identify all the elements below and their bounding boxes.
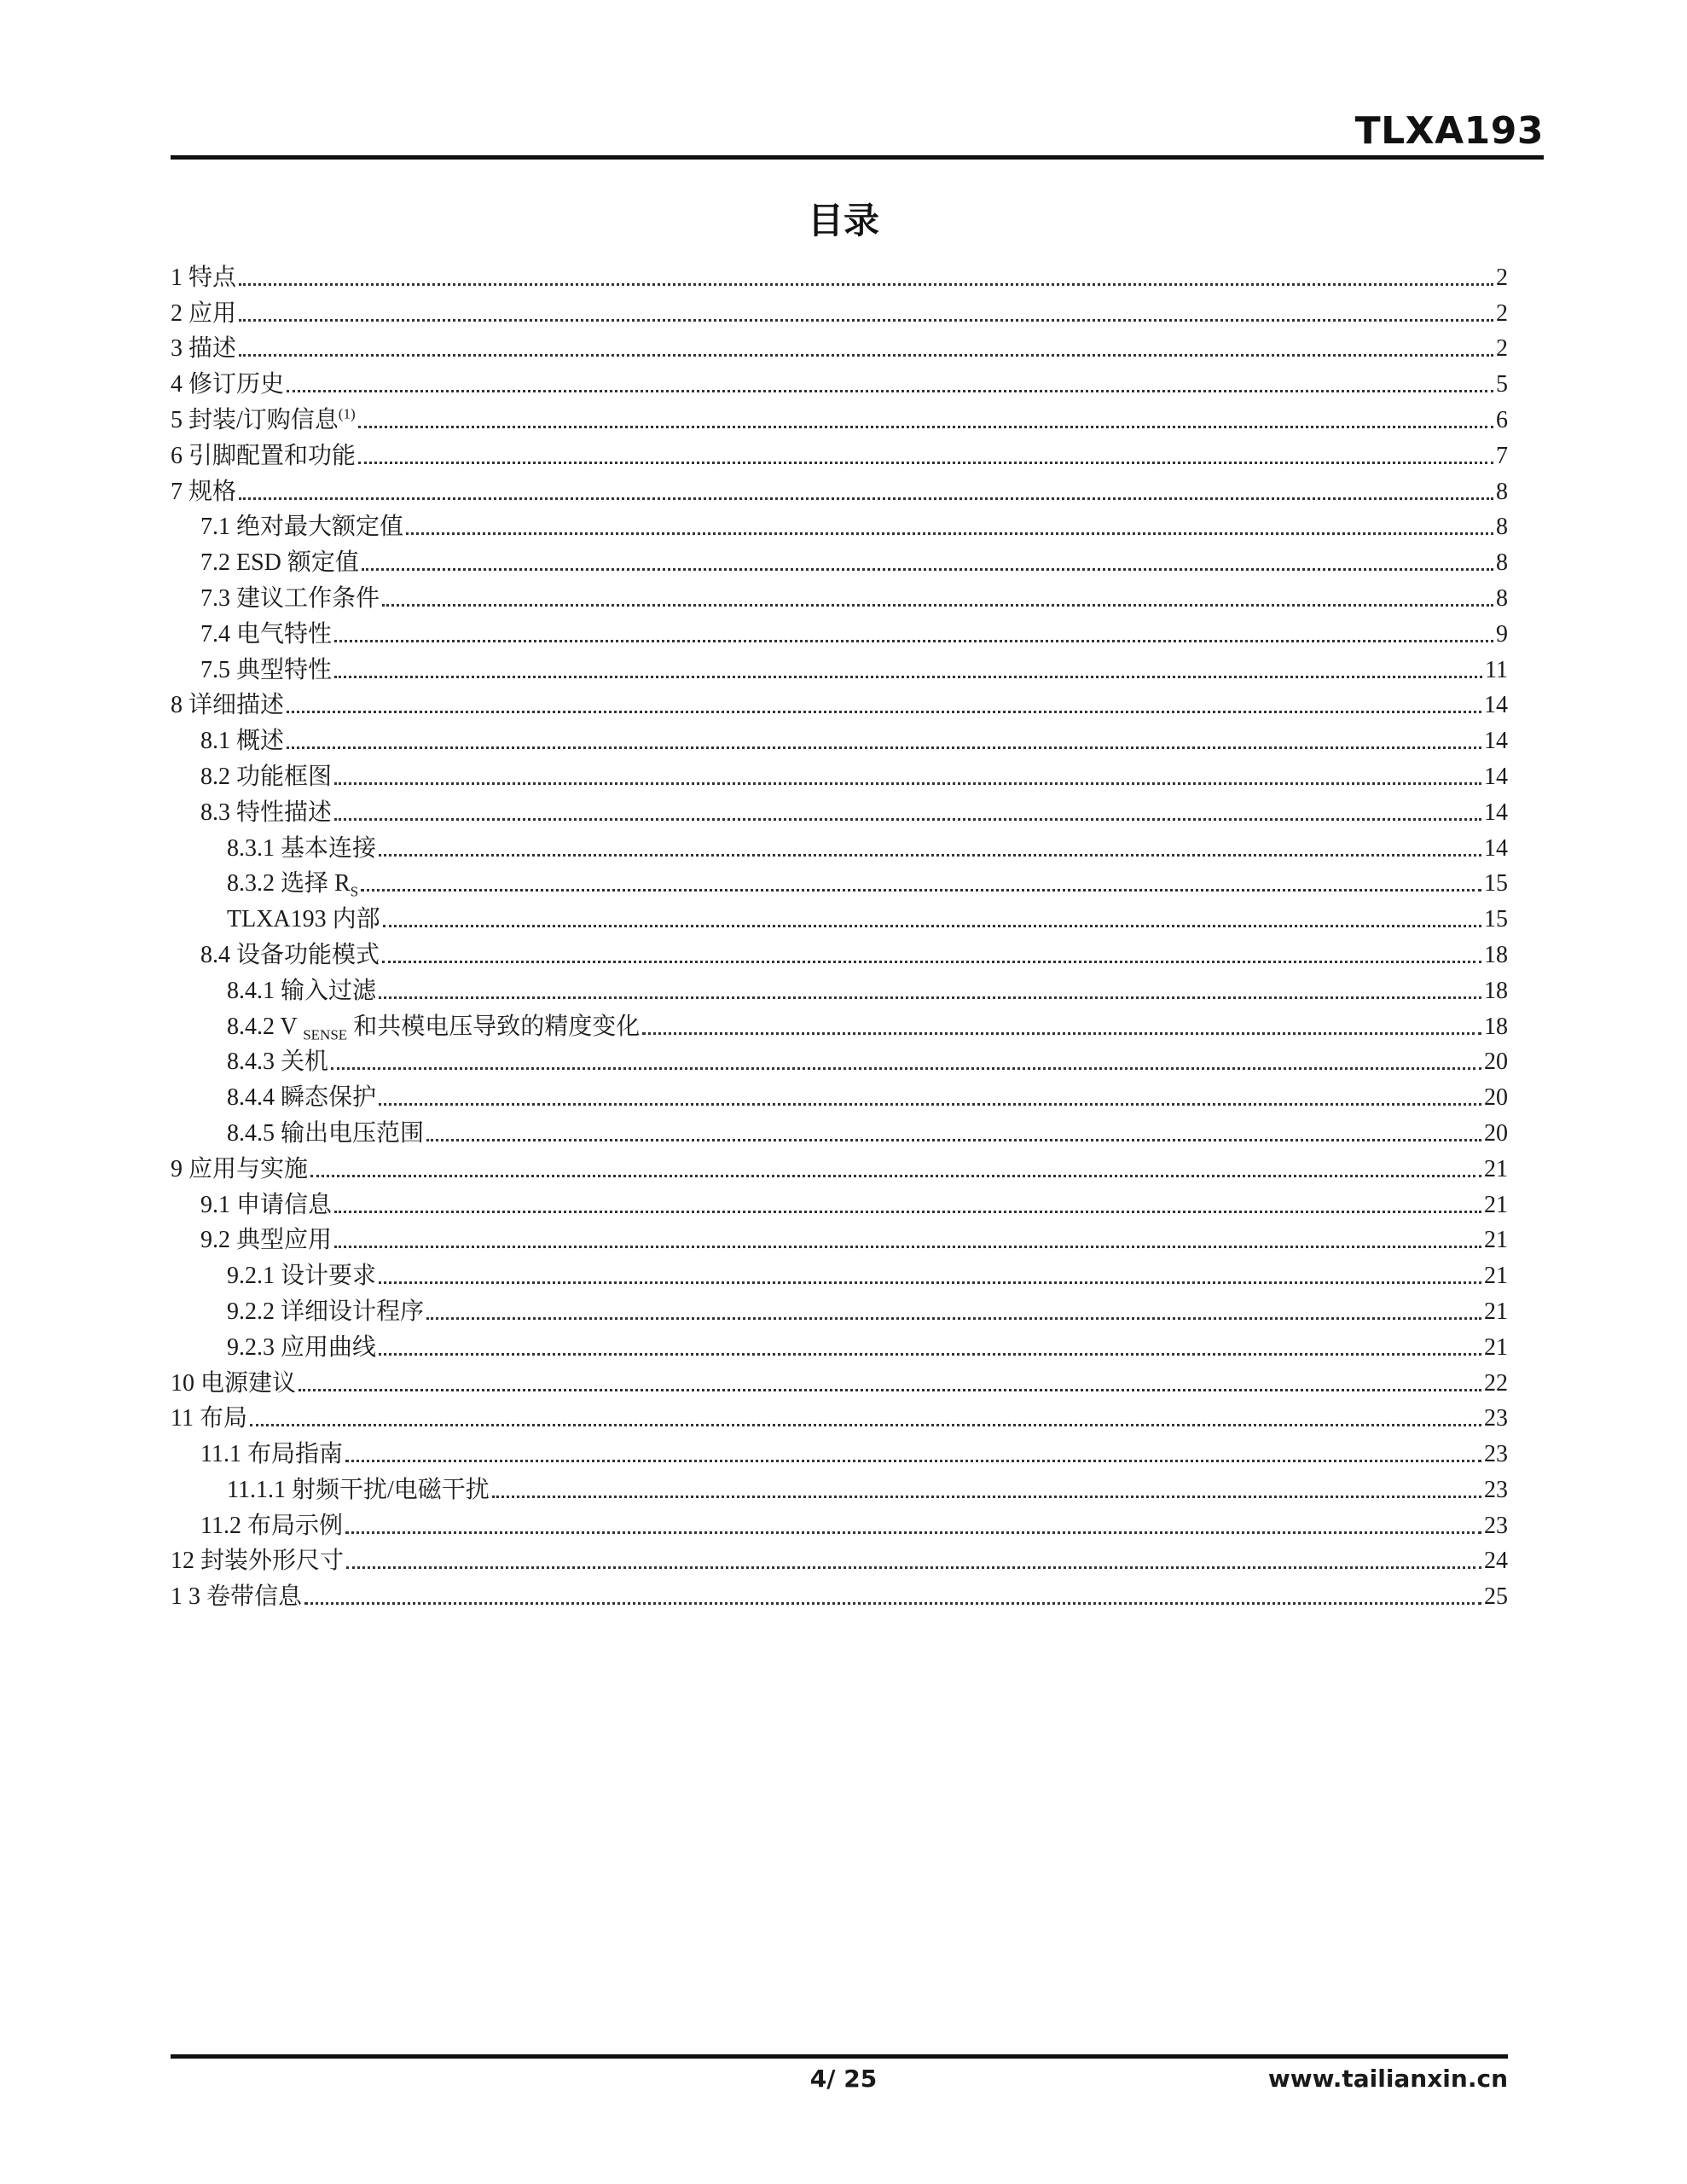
toc-entry-page: 24 [1484,1548,1508,1575]
toc-entry-page: 7 [1496,442,1508,469]
dot-leader [379,1353,1481,1356]
toc-entry-page: 14 [1484,692,1508,719]
dot-leader [334,676,1482,678]
toc-entry[interactable] [171,792,1508,828]
toc-entry-page: 2 [1496,335,1508,363]
toc-entry-label: 11.1 布局指南 [200,1441,343,1468]
toc-entry[interactable] [171,649,1508,685]
dot-leader [382,961,1481,963]
toc-entry-page: 21 [1484,1333,1508,1361]
toc-entry-label: 8.4.4 瞬态保护 [227,1084,377,1112]
subscript: S [350,883,359,900]
dot-leader [250,1424,1481,1426]
toc-entry-label: 10 电源建议 [171,1369,297,1397]
dot-leader [334,640,1493,642]
toc-entry[interactable] [171,970,1508,1006]
dot-leader [345,1531,1481,1534]
toc-entry-label: 9.2 典型应用 [200,1227,333,1254]
toc-entry[interactable] [171,1291,1508,1327]
toc-entry-page: 21 [1484,1155,1508,1182]
toc-entry-page: 18 [1484,941,1508,968]
toc-entry-label: 2 应用 [171,299,237,327]
dot-leader [379,1103,1481,1106]
toc-entry-label: 7.5 典型特性 [200,656,333,683]
toc-entry-label [171,406,356,435]
toc-entry-label: 8.4 设备功能模式 [200,941,380,968]
toc-entry-page: 20 [1484,1084,1508,1112]
toc-entry[interactable] [171,720,1508,756]
dot-leader [287,390,1493,392]
toc-entry-page: 25 [1484,1583,1508,1611]
toc-entry-page: 9 [1496,620,1508,648]
toc-entry[interactable] [171,1398,1508,1434]
toc-entry-page: 2 [1496,264,1508,291]
toc-entry-label: 7 规格 [171,478,237,505]
toc-entry[interactable] [171,1327,1508,1362]
subscript: SENSE [303,1026,348,1043]
dot-leader [304,1602,1481,1605]
toc-entry[interactable] [171,542,1508,578]
toc-entry-label: 4 修订历史 [171,371,285,398]
toc-entry-page: 2 [1496,299,1508,327]
dot-leader [310,1175,1481,1177]
toc-entry[interactable] [171,1184,1508,1220]
toc-entry-label: 9.2.1 设计要求 [227,1263,377,1290]
dot-leader [334,1246,1481,1248]
toc-entry-page: 8 [1496,514,1508,541]
toc-entry-label: 8.3.1 基本连接 [227,834,377,862]
toc-entry-label: 8.4.3 关机 [227,1048,329,1076]
toc-entry[interactable] [171,1042,1508,1077]
toc-entry-page: 22 [1484,1369,1508,1397]
toc-entry-page: 14 [1484,799,1508,826]
toc-entry-page: 18 [1484,1013,1508,1040]
dot-leader [426,1139,1481,1141]
toc-entry-page: 23 [1484,1405,1508,1432]
toc-entry-label: 11 布局 [171,1405,247,1432]
toc-entry[interactable] [171,934,1508,970]
toc-entry[interactable] [171,1112,1508,1148]
toc-entry-label: 8.2 功能框图 [200,763,333,790]
footer-divider [171,2054,1508,2059]
dot-leader [426,1317,1481,1320]
dot-leader [383,925,1481,927]
toc-entry-label: 11.1.1 射频干扰/电磁干扰 [227,1476,490,1503]
toc-entry-label: 12 封装外形尺寸 [171,1548,345,1575]
toc-entry-label: 7.3 建议工作条件 [200,584,380,612]
toc-entry-page: 11 [1485,656,1508,683]
toc-entry[interactable] [171,399,1508,435]
toc-entry-page: 21 [1484,1263,1508,1290]
toc-entry-page: 20 [1484,1119,1508,1147]
toc-entry-label: 8.1 概述 [200,728,285,755]
toc-entry-page: 6 [1496,406,1508,433]
toc-entry-label-text: 8.3.2 选择 R [227,870,351,897]
dot-leader [361,889,1481,892]
toc-entry-page: 23 [1484,1512,1508,1539]
toc-entry-label: 8.4.1 输入过滤 [227,977,377,1004]
toc-entry-label: 7.2 ESD 额定值 [200,549,359,577]
toc-entry-page: 15 [1484,906,1508,933]
toc-entry[interactable] [171,1469,1508,1505]
toc-entry[interactable] [171,1220,1508,1256]
toc-entry-page: 18 [1484,977,1508,1004]
header-divider [171,155,1544,160]
toc-entry[interactable] [171,828,1508,863]
toc-entry[interactable] [171,898,1508,934]
dot-leader [287,746,1481,749]
dot-leader [239,283,1493,286]
toc-entry-page: 14 [1484,763,1508,790]
toc-entry-page: 8 [1496,478,1508,505]
document-product-title: TLXA193 [1354,109,1544,153]
toc-entry-label [227,869,358,898]
toc-entry-label: 7.4 电气特性 [200,620,333,648]
toc-entry[interactable] [171,1362,1508,1398]
toc-entry-page: 14 [1484,728,1508,755]
dot-leader [406,532,1493,535]
toc-entry-label: 7.1 绝对最大额定值 [200,514,404,541]
dot-leader [299,1389,1481,1391]
toc-entry[interactable] [171,756,1508,792]
dot-leader [379,854,1481,857]
toc-entry[interactable] [171,471,1508,507]
dot-leader [358,426,1493,428]
dot-leader [642,1032,1481,1035]
toc-entry-label: 1 3 卷带信息 [171,1583,303,1611]
dot-leader [362,568,1493,571]
dot-leader [334,818,1481,821]
toc-entry-label: 6 引脚配置和功能 [171,442,357,469]
dot-leader [379,1281,1481,1284]
dot-leader [334,782,1481,785]
toc-entry-page: 23 [1484,1476,1508,1503]
toc-entry-page: 5 [1496,371,1508,398]
toc-entry-label: 9.2.2 详细设计程序 [227,1298,425,1325]
toc-entry-label: 1 特点 [171,264,237,291]
toc-entry[interactable] [171,363,1508,399]
dot-leader [239,497,1493,500]
toc-entry-page: 21 [1484,1191,1508,1218]
dot-leader [334,1211,1481,1213]
toc-entry-label-text: 5 封装/订购信息 [171,406,339,433]
dot-leader [358,462,1493,464]
toc-entry-label-text: 和共模电压导致的精度变化 [353,1013,641,1040]
toc-entry-label [227,1013,640,1042]
toc-entry[interactable] [171,1006,1508,1042]
toc-entry[interactable] [171,1505,1508,1541]
toc-entry-page: 21 [1484,1298,1508,1325]
dot-leader [331,1067,1481,1070]
toc-entry[interactable] [171,435,1508,471]
dot-leader [492,1496,1481,1498]
toc-entry-page: 8 [1496,549,1508,577]
toc-entry[interactable] [171,507,1508,543]
toc-entry[interactable] [171,1148,1508,1184]
toc-entry[interactable] [171,293,1508,328]
toc-entry-label: 8.4.5 输出电压范围 [227,1119,425,1147]
toc-entry-label: 9.1 申请信息 [200,1191,333,1218]
toc-title: 目录 [807,200,879,241]
toc-entry[interactable] [171,1077,1508,1112]
toc-entry-label: 9.2.3 应用曲线 [227,1333,377,1361]
toc-entry[interactable] [171,613,1508,649]
toc-entry-label: 8.3 特性描述 [200,799,333,826]
page-number: 4/ 25 [809,2065,878,2093]
toc-entry-page: 15 [1484,870,1508,897]
footnote-marker: (1) [338,405,356,422]
toc-entry[interactable] [171,328,1508,364]
dot-leader [287,711,1481,713]
dot-leader [382,604,1493,607]
dot-leader [239,354,1493,357]
dot-leader [345,1460,1481,1462]
toc-entry-label: 11.2 布局示例 [200,1512,343,1539]
toc-entry-page: 8 [1496,584,1508,612]
toc-entry-label: 3 描述 [171,335,237,363]
toc-entry[interactable] [171,257,1508,293]
dot-leader [379,996,1481,999]
toc-entry-page: 21 [1484,1227,1508,1254]
toc-entry-page: 20 [1484,1048,1508,1076]
toc-entry-label: TLXA193 内部 [227,906,380,933]
table-of-contents [171,257,1508,1612]
toc-entry[interactable] [171,1433,1508,1469]
toc-entry-page: 23 [1484,1441,1508,1468]
website-link[interactable]: www.tailianxin.cn [1267,2065,1508,2093]
toc-entry-label-text: 8.4.2 V [227,1013,298,1040]
toc-entry[interactable] [171,1541,1508,1577]
toc-entry-label: 8 详细描述 [171,692,285,719]
toc-entry[interactable] [171,578,1508,613]
toc-entry[interactable] [171,863,1508,899]
toc-entry[interactable] [171,685,1508,721]
toc-entry-page: 14 [1484,834,1508,862]
dot-leader [346,1566,1481,1569]
toc-entry-label: 9 应用与实施 [171,1155,309,1182]
toc-entry[interactable] [171,1576,1508,1612]
dot-leader [239,319,1493,322]
toc-entry[interactable] [171,1255,1508,1291]
